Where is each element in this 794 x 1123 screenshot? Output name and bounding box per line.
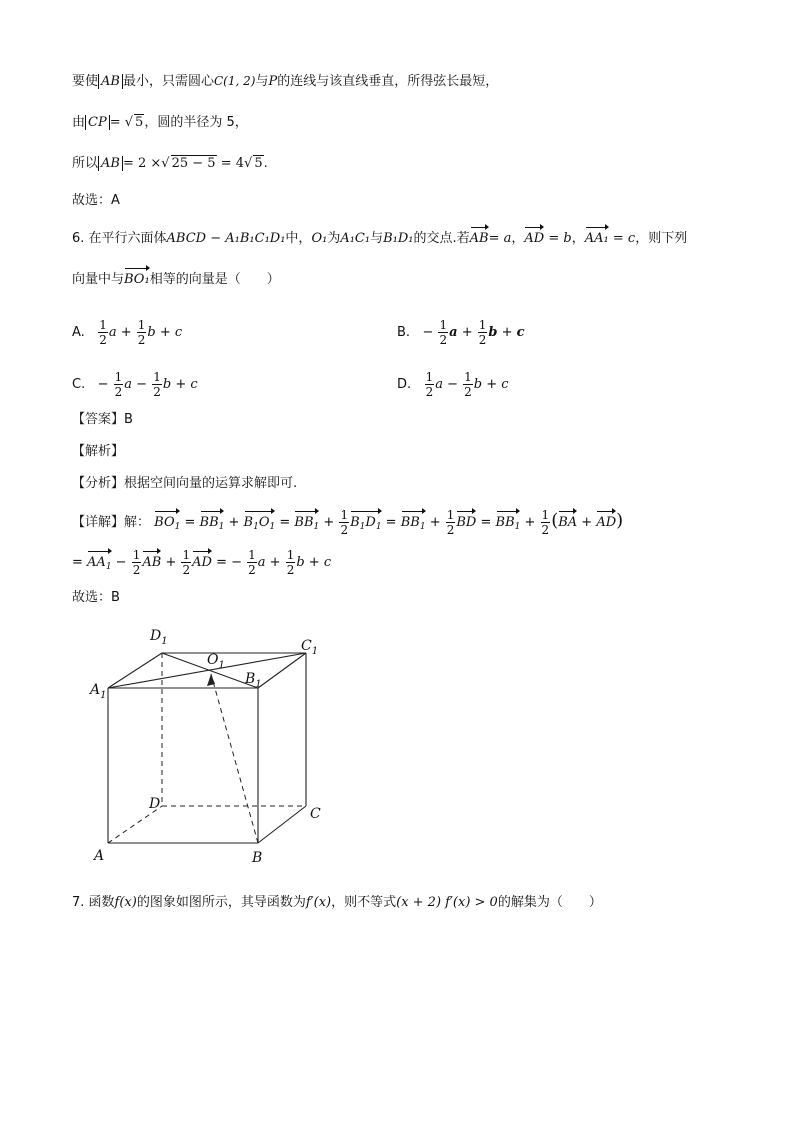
solution-line-3: 所以 AB = 2 ×√ 25 − 5 = 4√ 5.	[72, 156, 268, 171]
text: 要使	[72, 74, 99, 89]
vector-ab: AB	[470, 229, 489, 249]
xiangjie-tag: 【详解】	[72, 515, 125, 530]
text: 的解集为（ ）	[497, 895, 602, 910]
final-answer-line	[72, 588, 120, 608]
fenxi-tag: 【分析】	[72, 476, 125, 491]
text: =	[109, 115, 121, 130]
answer-tag: 【答案】	[72, 412, 125, 427]
analysis-line	[72, 442, 124, 462]
answer-line-prev	[72, 191, 120, 211]
label-d1: $D_1$	[150, 628, 168, 647]
text: 向量中与	[72, 272, 125, 287]
text: 7. 函数	[72, 895, 115, 910]
segment-a1c1: A₁C₁	[340, 231, 371, 246]
vector-bo1: BO₁	[124, 270, 150, 290]
edge-ad-hidden	[108, 806, 162, 843]
label-c: C	[310, 806, 321, 822]
label-b1: $B_1$	[245, 671, 262, 690]
text: 与	[370, 231, 384, 246]
text: 解：	[124, 515, 151, 530]
fenxi-line	[72, 474, 297, 494]
xiangjie-line-1: 【详解】解： $BO_1 = BB_1 + B_1O_1 = BB_1$ + $\frac{1}{2}$ $B_1D_1 = BB_1$ + $\frac{1}{2}$ BD = $BB_1$ + $\frac{1}{2}$ (BA + AD)	[72, 508, 624, 537]
text: 故选：A	[72, 193, 120, 208]
text: 的图象如图所示，其导函数为	[136, 895, 306, 910]
text: = 4	[220, 156, 245, 171]
segment-b1d1: B₁D₁	[383, 231, 414, 246]
option-b[interactable]: B. − $\frac{1}{2}$ a + $\frac{1}{2}$ b + c	[397, 318, 525, 347]
label-c1: $C_1$	[301, 638, 319, 657]
text: 故选：B	[72, 590, 120, 605]
abs-ab: AB	[98, 74, 123, 89]
answer-line	[72, 410, 133, 430]
edge-c1b1	[258, 653, 306, 688]
label-d: D	[149, 796, 161, 812]
vector-ad: AD	[524, 229, 544, 249]
option-c-label: C.	[72, 377, 86, 392]
edge-a1d1	[108, 653, 162, 688]
text: 6. 在平行六面体	[72, 231, 167, 246]
label-a: A	[94, 848, 105, 864]
q7-stem	[72, 893, 602, 913]
fenxi-text: 根据空间向量的运算求解即可.	[124, 476, 298, 491]
text: 中，	[285, 231, 312, 246]
function-fpx: f′(x)	[305, 895, 332, 910]
text: 的交点.若	[413, 231, 470, 246]
sqrt-5: 5	[135, 115, 144, 130]
label-a1: $A_1$	[90, 682, 107, 701]
option-a[interactable]: A. $\frac{1}{2}$ a + $\frac{1}{2}$ b + c	[72, 318, 183, 347]
text: = b	[548, 231, 572, 246]
label-o1: $O_1$	[207, 652, 225, 671]
vector-aa1: AA₁	[585, 229, 609, 249]
text: 为	[327, 231, 341, 246]
frac-half: $\frac{1}{2}$	[439, 318, 448, 347]
point-o1: O₁	[311, 231, 328, 246]
solution-line-2: 由 CP = √ 5，圆的半径为 5，	[72, 115, 248, 130]
sqrt-5: 5	[254, 156, 263, 171]
option-d[interactable]: D. $\frac{1}{2}$ a − $\frac{1}{2}$ b + c	[397, 370, 509, 399]
frac-half: $\frac{1}{2}$	[478, 318, 487, 347]
q6-stem-line-1: 6. 在平行六面体ABCD − A₁B₁C₁D₁中，O₁为A₁C₁与B₁D₁的交点.若AB= a，AD = b，AA₁ = c，则下列	[72, 229, 687, 249]
text: = c	[612, 231, 636, 246]
frac-half: $\frac{1}{2}$	[464, 370, 472, 399]
option-a-label: A.	[72, 325, 85, 340]
analysis-tag: 【解析】	[72, 444, 125, 459]
option-b-label: B.	[397, 325, 411, 340]
text: ，则下列	[635, 231, 688, 246]
abs-ab: AB	[98, 156, 123, 171]
inequality: (x + 2) f′(x) > 0	[396, 895, 498, 910]
frac-half: $\frac{1}{2}$	[137, 318, 146, 347]
arrow-head	[207, 674, 215, 686]
solution-line-1	[72, 71, 498, 92]
text: 与	[255, 74, 269, 89]
diag-a1c1	[108, 653, 306, 688]
text: 所以	[72, 156, 99, 171]
label-b: B	[252, 850, 263, 866]
point-p: P	[268, 74, 278, 89]
text: 由	[72, 115, 86, 130]
edge-bc	[258, 806, 306, 843]
abs-cp: CP	[85, 115, 110, 130]
text: 的连线与该直线垂直，所得弦长最短，	[277, 74, 499, 89]
point-c: C(1, 2)	[213, 74, 256, 88]
diag-b1d1	[162, 653, 258, 688]
q6-stem-line-2	[72, 270, 280, 290]
frac-half: $\frac{1}{2}$	[99, 318, 107, 347]
frac-half: $\frac{1}{2}$	[153, 370, 161, 399]
text: 最小，只需圆心	[122, 74, 214, 89]
vector-bo1-line	[211, 674, 258, 843]
text: .	[263, 156, 268, 171]
function-fx: f(x)	[114, 895, 137, 910]
sqrt-25-5: 25 − 5	[171, 156, 216, 171]
text: = 2 ×	[122, 156, 162, 171]
solid-name: ABCD − A₁B₁C₁D₁	[166, 231, 286, 246]
option-d-label: D.	[397, 377, 412, 392]
text: = a	[488, 231, 512, 246]
frac-half: $\frac{1}{2}$	[114, 370, 123, 399]
text: 相等的向量是（ ）	[149, 272, 280, 287]
option-c[interactable]: C. − $\frac{1}{2}$ a − $\frac{1}{2}$ b + c	[72, 370, 198, 399]
xiangjie-line-2: = $AA_1$ − $\frac{1}{2}$ AB + $\frac{1}{2}$ AD = − $\frac{1}{2}$ a + $\frac{1}{2}$ b + c	[72, 548, 332, 577]
text: ，圆的半径为 5，	[144, 115, 248, 130]
frac-half: $\frac{1}{2}$	[425, 370, 434, 399]
answer-value: B	[124, 412, 133, 427]
text: ，则不等式	[331, 895, 397, 910]
